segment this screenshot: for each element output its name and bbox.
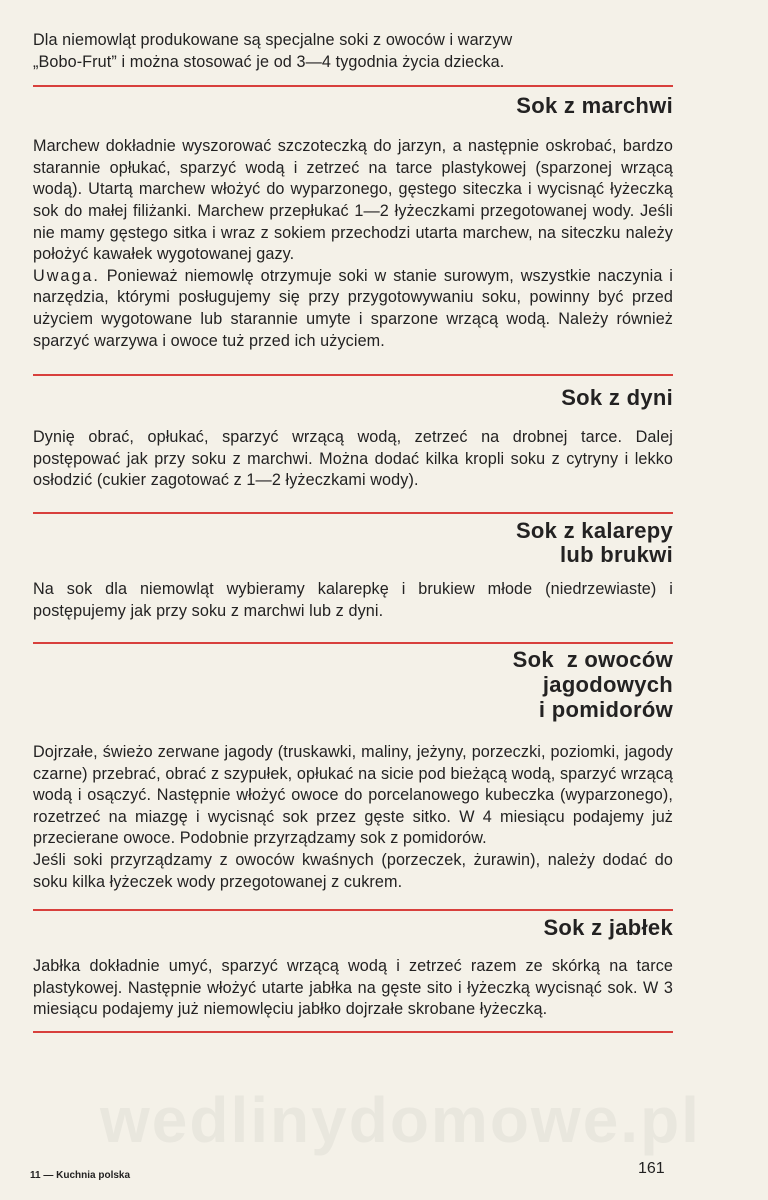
section-paragraph: Jabłka dokładnie umyć, sparzyć wrzącą wodą i zetrzeć razem ze skórką na tarce plastykowej. Następnie włożyć utarte jabłka na gęste sito i łyżeczką wycisnąć sok. W 3 miesiącu podajemy już niemowlęciu jabłko dojrzałe skrobane łyżeczką.: [33, 957, 673, 1019]
section-divider: [33, 374, 673, 376]
section-title-line: Sok z dyni: [561, 385, 673, 411]
note-paragraph: [33, 266, 673, 352]
page-number: 161: [638, 1160, 665, 1177]
footer-signature: 11 — Kuchnia polska: [30, 1170, 131, 1181]
section-paragraph: Dojrzałe, świeżo zerwane jagody (truskawki, maliny, jeżyny, porzeczki, poziomki, jagody czarne) przebrać, obrać z szypułek, opłukać na sicie pod bieżącą wodą, sparzyć wrzącą wodą i osączyć. Następnie włożyć owoce do porcelanowego kubeczka (wyparzonego), rozetrzeć na miazgę i wycisnąć sok przez gęste sitko. W 4 miesiącu podajemy już przecierane owoce. Podobnie przyrządzamy sok z pomidorów.: [33, 743, 673, 848]
section-jablka: [33, 916, 673, 1021]
section-divider: [33, 512, 673, 514]
section-divider: [33, 85, 673, 87]
section-paragraph: Jeśli soki przyrządzamy z owoców kwaśnych (porzeczek, żurawin), należy dodać do soku kilka łyżeczek wody przegotowanej z cukrem.: [33, 851, 673, 891]
section-marchew: [33, 94, 673, 352]
section-kalarepa: [33, 519, 673, 622]
section-dynia: [33, 386, 673, 492]
section-title-line: i pomidorów: [538, 697, 673, 723]
page-content: [33, 30, 673, 1033]
section-owoce: [33, 647, 673, 893]
section-title: [33, 94, 673, 118]
section-title-line: Sok z marchwi: [516, 93, 673, 119]
section-title-line: Sok z kalarepy: [515, 517, 673, 543]
section-title: [33, 386, 673, 410]
intro-line-1: Dla niemowląt produkowane są specjalne soki z owoców i warzyw: [33, 31, 513, 49]
section-title: [33, 647, 673, 722]
watermark-text: wedlinydomowe.pl: [100, 1084, 701, 1156]
section-divider: [33, 1031, 673, 1033]
section-paragraph: Na sok dla niemowląt wybieramy kalarepkę i brukiew młode (niedrzewiaste) i postępujemy jak przy soku z marchwi lub z dyni.: [33, 579, 673, 620]
intro-line-2: „Bobo-Frut” i można stosować je od 3—4 tygodnia życia dziecka.: [33, 52, 505, 71]
section-title: [33, 519, 673, 567]
section-title: [33, 916, 673, 940]
section-title-line: lub brukwi: [560, 541, 673, 567]
section-title-line: Sok z owoców: [512, 647, 673, 673]
section-paragraph: Dynię obrać, opłukać, sparzyć wrzącą wodą, zetrzeć na drobnej tarce. Dalej postępować jak przy soku z marchwi. Można dodać kilka kropli soku z cytryny i lekko osłodzić (cukier zagotować z 1—2 łyżeczkami wody).: [33, 428, 673, 490]
section-title-line: Sok z jabłek: [543, 915, 673, 941]
section-divider: [33, 642, 673, 644]
section-title-line: jagodowych: [542, 672, 673, 698]
section-divider: [33, 909, 673, 911]
section-paragraph: Marchew dokładnie wyszorować szczoteczką do jarzyn, a następnie oskrobać, bardzo starannie opłukać, sparzyć wodą i zetrzeć na tarce plastykowej (sparzonej wrzącą wodą). Utartą marchew włożyć do wyparzonego, gęstego siteczka i wycisnąć łyżeczką sok do małej filiżanki. Marchew przepłukać 1—2 łyżeczkami przegotowanej wody. Jeśli nie mamy gęstego sitka i wraz z sokiem przechodzi utarta marchew, na siteczku należy położyć kawałek wygotowanej gazy.: [33, 137, 673, 264]
note-label: Uwaga.: [33, 266, 100, 285]
intro-paragraph: [33, 30, 673, 73]
note-text: Ponieważ niemowlę otrzymuje soki w stanie surowym, wszystkie naczynia i narzędzia, którymi posługujemy się przy przygotowywaniu soku, powinny być przed użyciem wygotowane lub starannie umyte i sparzone wrzącą wodą. Należy również sparzyć warzywa i owoce tuż przed ich użyciem.: [33, 266, 673, 350]
